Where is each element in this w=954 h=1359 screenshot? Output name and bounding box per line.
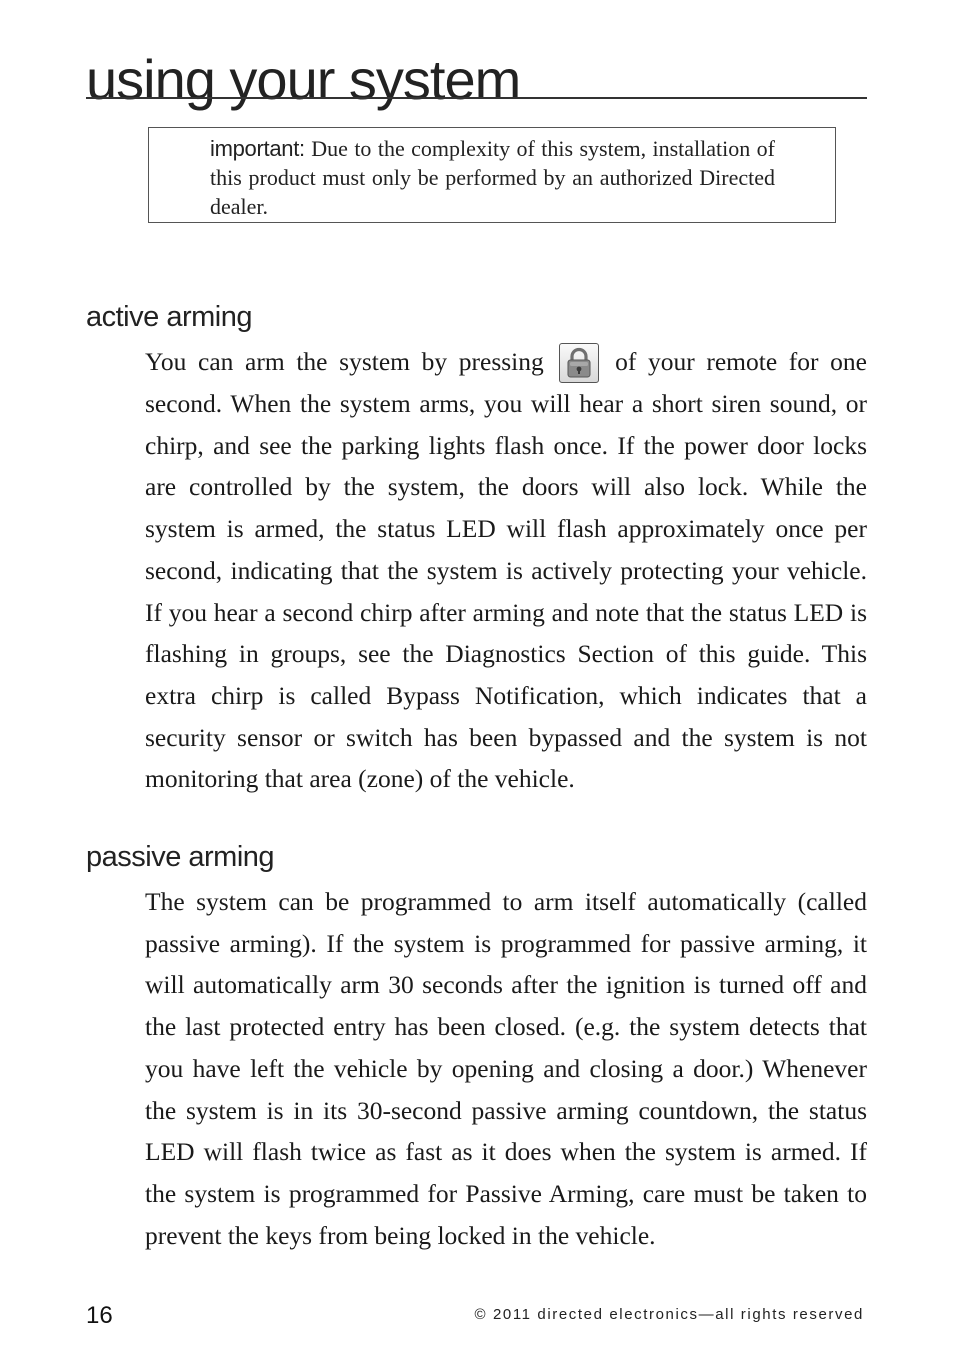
- lock-icon: [559, 343, 599, 383]
- important-label: important:: [210, 136, 305, 161]
- passive-arming-text: The system can be programmed to arm itself automatically (called passive arming). If the system is programmed for passive arming, it will automatically arm 30 seconds after the ignition is turned off and the last protected entry has been closed. (e.g. the system detects that you have left the vehicle by opening and closing a door.) Whenever the system is in its 30-second passive arming countdown, the status LED will flash twice as fast as it does when the system is armed. If the system is programmed for Passive Arming, care must be taken to prevent the keys from being locked in the vehicle.: [145, 887, 867, 1250]
- important-message: Due to the complexity of this system, installation of this product must only be performed by an authorized Directed dealer.: [210, 136, 776, 219]
- active-arming-text: [145, 341, 867, 800]
- active-arming-heading: active arming: [86, 301, 252, 333]
- important-notice-box: [148, 127, 836, 223]
- page-number: 16: [86, 1302, 113, 1329]
- important-notice-text: [210, 134, 775, 221]
- active-arming-text-start: You can arm the system by pressing: [145, 347, 544, 376]
- page-title: using your system: [86, 48, 521, 111]
- title-divider: [86, 97, 867, 99]
- passive-arming-heading: passive arming: [86, 841, 275, 873]
- copyright-notice: © 2011 directed electronics—all rights reserved: [474, 1306, 864, 1323]
- active-arming-text-rest: of your remote for one second. When the system arms, you will hear a short siren sound, or chirp, and see the parking lights flash once. If the power door locks are controlled by the system, the doors will also lock. While the system is armed, the status LED will flash approximately once per second, indicating that the system is actively protecting your vehicle. If you hear a second chirp after arming and note that the status LED is flashing in groups, see the Diagnostics Section of this guide. This extra chirp is called Bypass Notification, which indicates that a security sensor or switch has been bypassed and the system is not monitoring that area (zone) of the vehicle.: [145, 347, 868, 794]
